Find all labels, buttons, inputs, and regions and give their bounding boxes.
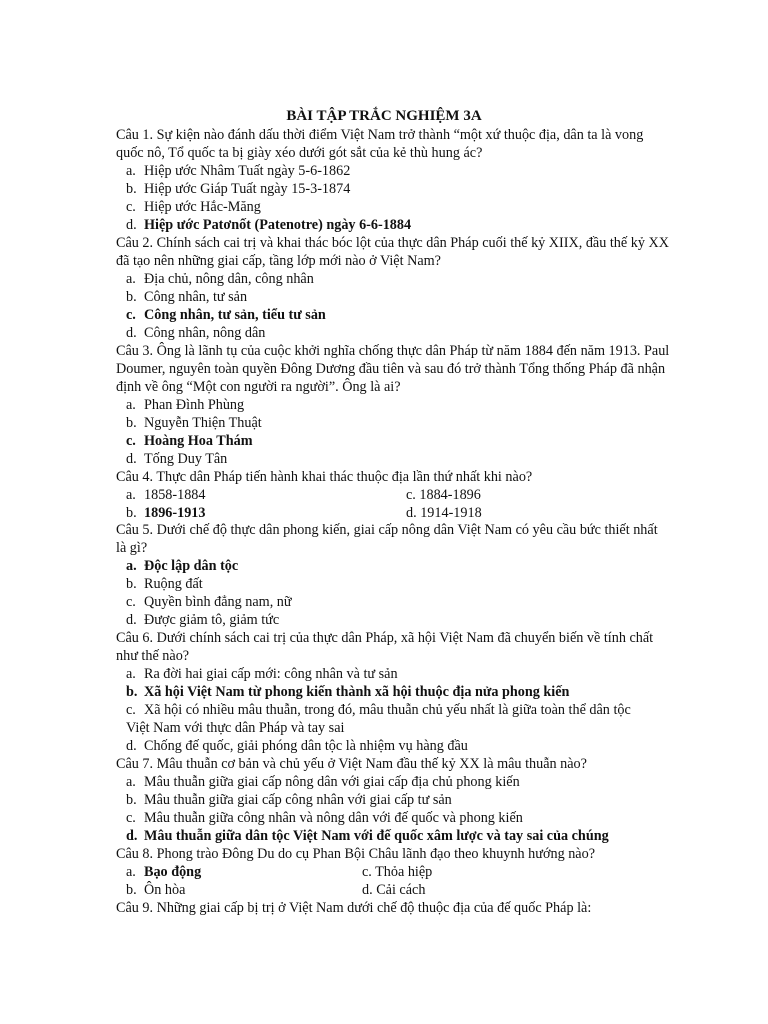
q8-option-d: d. Cải cách: [362, 882, 426, 898]
q8-option-c: c. Thỏa hiệp: [362, 864, 433, 880]
q3-option-b: b. Nguyễn Thiện Thuật: [126, 415, 262, 431]
q1-option-a: a. Hiệp ước Nhâm Tuất ngày 5-6-1862: [126, 163, 351, 179]
q5-option-c: c. Quyền bình đẳng nam, nữ: [126, 594, 292, 610]
question-6-text: Câu 6. Dưới chính sách cai trị của thực dân Pháp, xã hội Việt Nam đã chuyển biến về tính chất: [116, 630, 654, 646]
q4-option-b-answer: b. 1896-1913: [126, 505, 206, 521]
question-8-text: Câu 8. Phong trào Đông Du do cụ Phan Bội Châu lãnh đạo theo khuynh hướng nào?: [116, 846, 595, 862]
q2-option-b: b. Công nhân, tư sản: [126, 289, 248, 305]
q4-option-a: a. 1858-1884: [126, 487, 206, 503]
q4-option-c: c. 1884-1896: [406, 487, 481, 503]
question-7-text: Câu 7. Mâu thuẫn cơ bản và chủ yếu ở Việt Nam đầu thế kỷ XX là mâu thuẫn nào?: [116, 756, 587, 772]
q5-option-a-answer: a. Độc lập dân tộc: [126, 558, 239, 574]
q7-option-b: b. Mâu thuẫn giữa giai cấp công nhân với giai cấp tư sản: [126, 792, 452, 808]
question-5-text: Câu 5. Dưới chế độ thực dân phong kiến, giai cấp nông dân Việt Nam có yêu cầu bức thiết nhất: [116, 522, 658, 538]
q5-option-d: d. Được giảm tô, giảm tức: [126, 612, 280, 628]
question-2-text-cont: đã tạo nên những giai cấp, tầng lớp mới nào ở Việt Nam?: [116, 253, 441, 269]
question-2-text: Câu 2. Chính sách cai trị và khai thác bóc lột của thực dân Pháp cuối thế kỷ XIIX, đầu thế kỷ XX: [116, 235, 669, 251]
question-3-text-cont-2: định về ông “Một con người ra người”. Ông là ai?: [116, 379, 401, 395]
question-1-text: Câu 1. Sự kiện nào đánh dấu thời điểm Việt Nam trở thành “một xứ thuộc địa, dân ta là vong: [116, 127, 644, 143]
q4-option-d: d. 1914-1918: [406, 505, 482, 521]
q7-option-a: a. Mâu thuẫn giữa giai cấp nông dân với giai cấp địa chủ phong kiến: [126, 774, 520, 790]
q8-option-b: b. Ôn hòa: [126, 882, 186, 898]
q6-option-c: c. Xã hội có nhiều mâu thuẫn, trong đó, mâu thuẫn chủ yếu nhất là giữa toàn thể dân tộc: [126, 702, 631, 718]
q5-option-b: b. Ruộng đất: [126, 576, 203, 592]
q3-option-a: a. Phan Đình Phùng: [126, 397, 245, 413]
question-3-text: Câu 3. Ông là lãnh tụ của cuộc khởi nghĩa chống thực dân Pháp từ năm 1884 đến năm 1913. Paul: [116, 343, 670, 359]
question-5-text-cont: là gì?: [116, 540, 148, 556]
q6-option-a: a. Ra đời hai giai cấp mới: công nhân và tư sản: [126, 666, 398, 682]
question-4-text: Câu 4. Thực dân Pháp tiến hành khai thác thuộc địa lần thứ nhất khi nào?: [116, 469, 533, 485]
q6-option-c-cont: Việt Nam với thực dân Pháp và tay sai: [126, 720, 345, 736]
q8-option-a-answer: a. Bạo động: [126, 864, 202, 880]
q2-option-d: d. Công nhân, nông dân: [126, 325, 266, 341]
q2-option-c-answer: c. Công nhân, tư sản, tiểu tư sản: [126, 307, 326, 323]
q3-option-d: d. Tống Duy Tân: [126, 451, 228, 467]
q6-option-d: d. Chống đế quốc, giải phóng dân tộc là nhiệm vụ hàng đầu: [126, 738, 468, 754]
q2-option-a: a. Địa chủ, nông dân, công nhân: [126, 271, 314, 287]
q1-option-b: b. Hiệp ước Giáp Tuất ngày 15-3-1874: [126, 181, 351, 197]
page-title: BÀI TẬP TRẮC NGHIỆM 3A: [286, 108, 482, 124]
question-6-text-cont: như thế nào?: [116, 648, 190, 664]
question-9-text: Câu 9. Những giai cấp bị trị ở Việt Nam dưới chế độ thuộc địa của đế quốc Pháp là:: [116, 900, 592, 916]
question-1-text-cont: quốc nô, Tổ quốc ta bị giày xéo dưới gót sắt của kẻ thù hung ác?: [116, 145, 483, 161]
q7-option-d-answer: d. Mâu thuẫn giữa dân tộc Việt Nam với đế quốc xâm lược và tay sai của chúng: [126, 828, 609, 844]
q1-option-d-answer: d. Hiệp ước Patơnốt (Patenotre) ngày 6-6-1884: [126, 217, 412, 233]
q7-option-c: c. Mâu thuẫn giữa công nhân và nông dân với đế quốc và phong kiến: [126, 810, 523, 826]
q6-option-b-answer: b. Xã hội Việt Nam từ phong kiến thành xã hội thuộc địa nửa phong kiến: [126, 684, 570, 700]
q3-option-c-answer: c. Hoàng Hoa Thám: [126, 433, 253, 449]
q1-option-c: c. Hiệp ước Hắc-Măng: [126, 199, 261, 215]
question-3-text-cont: Doumer, nguyên toàn quyền Đông Dương đầu tiên và sau đó trở thành Tổng thống Pháp đã nhận: [116, 361, 666, 377]
